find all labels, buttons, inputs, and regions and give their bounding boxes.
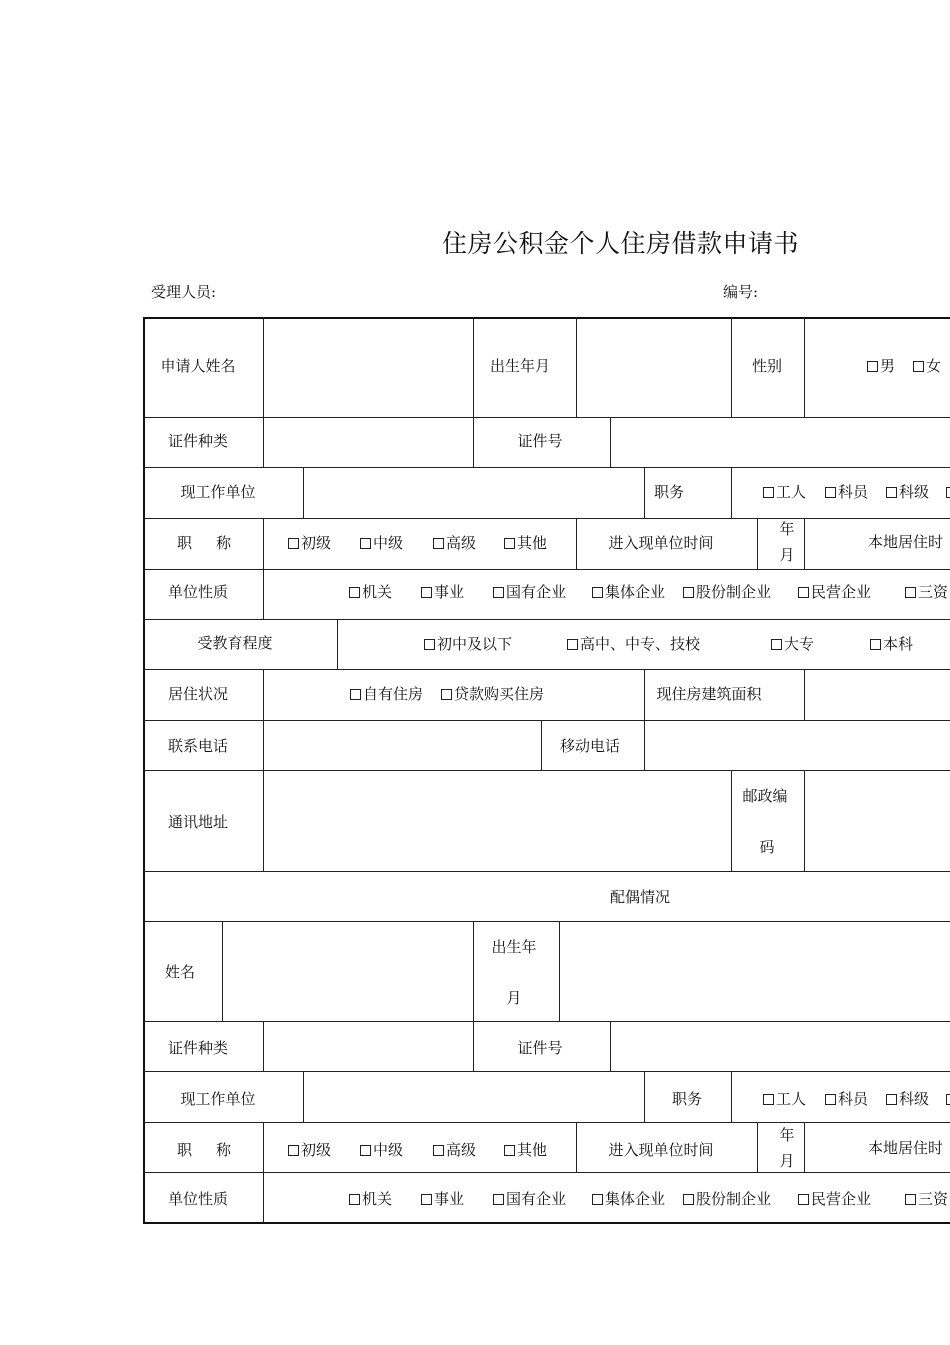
form-title: 住房公积金个人住房借款申请书 (442, 229, 800, 258)
mobile-label: 移动电话 (559, 737, 621, 755)
spouse-title-senior-option[interactable]: 高级 (433, 1143, 476, 1158)
edu-bachelor-option[interactable]: 本科 (870, 637, 913, 652)
col-line (731, 770, 732, 871)
col-line (222, 921, 223, 1021)
checkbox-icon (771, 639, 782, 650)
col-line (576, 518, 577, 569)
col-line (263, 518, 264, 569)
col-line (473, 921, 474, 1021)
checkbox-icon (825, 1094, 836, 1105)
checkbox-icon (504, 538, 515, 549)
checkbox-icon (870, 639, 881, 650)
table-border-bottom (143, 1222, 950, 1224)
row-line (143, 669, 950, 670)
spouse-section-title: 配偶情况 (609, 888, 671, 906)
col-line (263, 1172, 264, 1223)
col-line (731, 1071, 732, 1122)
spouse-position-section-option[interactable]: 科级 (886, 1092, 929, 1107)
title-junior-option[interactable]: 初级 (288, 536, 331, 551)
row-line (143, 1122, 950, 1123)
col-line (757, 1122, 758, 1172)
col-line (559, 921, 560, 1021)
spouse-id-no-label: 证件号 (517, 1039, 563, 1057)
residence-loan-option[interactable]: 贷款购买住房 (441, 687, 544, 702)
checkbox-icon (349, 1194, 360, 1205)
col-line (473, 317, 474, 417)
month-label: 月 (779, 546, 795, 564)
phone-label: 联系电话 (167, 737, 229, 755)
unit-institution-option[interactable]: 事业 (421, 585, 464, 600)
checkbox-icon (421, 1194, 432, 1205)
row-line (143, 619, 950, 620)
checkbox-icon (683, 1194, 694, 1205)
checkbox-icon (905, 1194, 916, 1205)
postcode-label-top: 邮政编 (742, 787, 788, 805)
spouse-unit-nature-label: 单位性质 (167, 1190, 229, 1208)
checkbox-icon (946, 487, 950, 498)
title-label: 职 称 (177, 534, 232, 552)
checkbox-icon (825, 487, 836, 498)
col-line (263, 669, 264, 720)
applicant-name-label: 申请人姓名 (160, 357, 236, 375)
checkbox-icon (441, 689, 452, 700)
col-line (263, 417, 264, 467)
spouse-entry-time-label: 进入现单位时间 (608, 1141, 714, 1159)
education-label: 受教育程度 (197, 634, 273, 652)
local-residence-label: 本地居住时 (868, 533, 944, 551)
title-other-option[interactable]: 其他 (504, 536, 547, 551)
col-line (610, 417, 611, 467)
id-type-label: 证件种类 (167, 432, 229, 450)
gender-label: 性别 (751, 357, 783, 375)
col-line (804, 317, 805, 417)
checkbox-icon (350, 689, 361, 700)
house-area-label: 现住房建筑面积 (656, 685, 762, 703)
edu-college-option[interactable]: 大专 (771, 637, 814, 652)
spouse-local-residence-label: 本地居住时 (868, 1139, 944, 1157)
spouse-unit-joint-stock-option[interactable]: 股份制企业 (683, 1192, 771, 1207)
checkbox-icon (913, 361, 924, 372)
col-line (804, 1122, 805, 1172)
checkbox-icon (946, 1094, 950, 1105)
gender-female-option[interactable]: 女 (913, 359, 941, 374)
spouse-id-type-label: 证件种类 (167, 1039, 229, 1057)
edu-senior-option[interactable]: 高中、中专、技校 (567, 637, 700, 652)
spouse-position-clerk-option[interactable]: 科员 (825, 1092, 868, 1107)
col-line (644, 1071, 645, 1122)
spouse-position-more-option[interactable] (946, 1092, 950, 1107)
col-line (263, 569, 264, 619)
checkbox-icon (433, 538, 444, 549)
checkbox-icon (424, 639, 435, 650)
year-label: 年 (779, 520, 795, 538)
unit-gov-option[interactable]: 机关 (349, 585, 392, 600)
birth-label: 出生年月 (489, 357, 551, 375)
checkbox-icon (360, 538, 371, 549)
col-line (731, 317, 732, 417)
spouse-position-worker-option[interactable]: 工人 (763, 1092, 806, 1107)
row-line (143, 1021, 950, 1022)
col-line (303, 467, 304, 518)
address-label: 通讯地址 (167, 813, 229, 831)
row-line (143, 720, 950, 721)
gender-male-option[interactable]: 男 (867, 359, 895, 374)
title-senior-option[interactable]: 高级 (433, 536, 476, 551)
unit-private-option[interactable]: 民营企业 (798, 585, 871, 600)
unit-joint-stock-option[interactable]: 股份制企业 (683, 585, 771, 600)
spouse-year-label: 年 (779, 1126, 795, 1144)
employer-label: 现工作单位 (180, 483, 256, 501)
spouse-unit-state-owned-option[interactable]: 国有企业 (493, 1192, 566, 1207)
col-line (644, 467, 645, 518)
row-line (143, 1172, 950, 1173)
checkbox-icon (867, 361, 878, 372)
unit-state-owned-option[interactable]: 国有企业 (493, 585, 566, 600)
row-line (143, 467, 950, 468)
residence-label: 居住状况 (167, 685, 229, 703)
unit-nature-label: 单位性质 (167, 583, 229, 601)
col-line (473, 1021, 474, 1071)
checkbox-icon (349, 587, 360, 598)
checkbox-icon (360, 1145, 371, 1156)
row-line (143, 770, 950, 771)
postcode-label-bottom: 码 (759, 838, 775, 856)
spouse-month-label: 月 (779, 1152, 795, 1170)
checkbox-icon (683, 587, 694, 598)
table-border-top (143, 317, 950, 319)
checkbox-icon (433, 1145, 444, 1156)
checkbox-icon (493, 587, 504, 598)
row-line (143, 1071, 950, 1072)
spouse-birth-label-bottom: 月 (506, 989, 522, 1007)
col-line (263, 1021, 264, 1071)
position-worker-option[interactable]: 工人 (763, 485, 806, 500)
position-section-option[interactable]: 科级 (886, 485, 929, 500)
col-line (610, 1021, 611, 1071)
spouse-title-middle-option[interactable]: 中级 (360, 1143, 403, 1158)
checkbox-icon (421, 587, 432, 598)
col-line (576, 1122, 577, 1172)
row-line (143, 417, 950, 418)
id-no-label: 证件号 (517, 432, 563, 450)
col-line (473, 417, 474, 467)
checkbox-icon (905, 587, 916, 598)
col-line (757, 518, 758, 569)
row-line (143, 921, 950, 922)
col-line (303, 1071, 304, 1122)
col-line (263, 1122, 264, 1172)
residence-owned-option[interactable]: 自有住房 (350, 687, 423, 702)
col-line (263, 317, 264, 417)
row-line (143, 569, 950, 570)
spouse-unit-collective-option[interactable]: 集体企业 (592, 1192, 665, 1207)
checkbox-icon (493, 1194, 504, 1205)
spouse-title-junior-option[interactable]: 初级 (288, 1143, 331, 1158)
receiver-label: 受理人员: (151, 283, 217, 301)
entry-time-label: 进入现单位时间 (608, 534, 714, 552)
row-line (143, 871, 950, 872)
spouse-position-label: 职务 (671, 1090, 703, 1108)
spouse-unit-gov-option[interactable]: 机关 (349, 1192, 392, 1207)
position-label: 职务 (654, 483, 685, 501)
checkbox-icon (798, 1194, 809, 1205)
checkbox-icon (288, 538, 299, 549)
spouse-unit-institution-option[interactable]: 事业 (421, 1192, 464, 1207)
col-line (644, 669, 645, 720)
checkbox-icon (763, 487, 774, 498)
checkbox-icon (798, 587, 809, 598)
number-label: 编号: (723, 283, 759, 301)
position-more-option[interactable] (946, 485, 950, 500)
spouse-birth-label-top: 出生年 (491, 938, 537, 956)
spouse-title-label: 职 称 (177, 1141, 232, 1159)
checkbox-icon (504, 1145, 515, 1156)
checkbox-icon (592, 1194, 603, 1205)
spouse-name-label: 姓名 (164, 963, 196, 981)
col-line (644, 720, 645, 770)
unit-foreign-option[interactable]: 三资 (905, 585, 948, 600)
title-middle-option[interactable]: 中级 (360, 536, 403, 551)
edu-junior-option[interactable]: 初中及以下 (424, 637, 512, 652)
col-line (731, 467, 732, 518)
spouse-title-other-option[interactable]: 其他 (504, 1143, 547, 1158)
checkbox-icon (886, 1094, 897, 1105)
spouse-unit-foreign-option[interactable]: 三资 (905, 1192, 948, 1207)
col-line (263, 720, 264, 770)
unit-collective-option[interactable]: 集体企业 (592, 585, 665, 600)
row-line (143, 518, 950, 519)
checkbox-icon (567, 639, 578, 650)
checkbox-icon (763, 1094, 774, 1105)
col-line (804, 669, 805, 720)
spouse-employer-label: 现工作单位 (180, 1090, 256, 1108)
col-line (804, 770, 805, 871)
position-clerk-option[interactable]: 科员 (825, 485, 868, 500)
checkbox-icon (886, 487, 897, 498)
col-line (541, 720, 542, 770)
checkbox-icon (288, 1145, 299, 1156)
col-line (804, 518, 805, 569)
col-line (576, 317, 577, 417)
col-line (263, 770, 264, 871)
col-line (337, 619, 338, 669)
spouse-unit-private-option[interactable]: 民营企业 (798, 1192, 871, 1207)
checkbox-icon (592, 587, 603, 598)
